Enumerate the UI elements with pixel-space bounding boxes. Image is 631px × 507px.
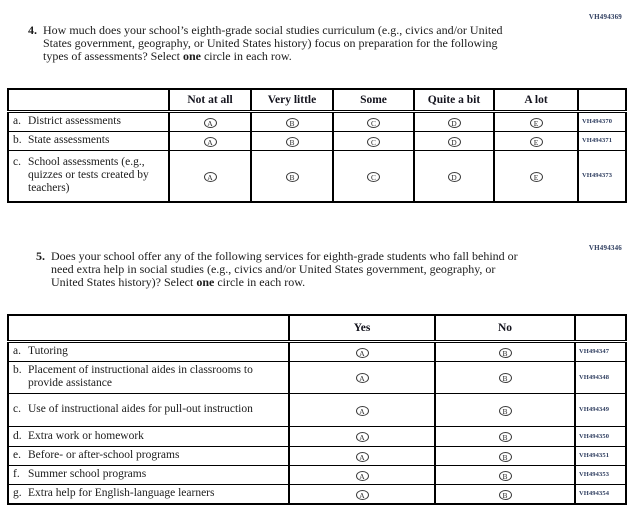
question-4-text <box>43 24 521 63</box>
row-letter: e. <box>13 449 21 461</box>
answer-cell <box>289 341 435 361</box>
answer-cell <box>414 150 494 202</box>
answer-bubble-b[interactable]: B <box>286 137 299 147</box>
row-label-text: Tutoring <box>28 345 68 357</box>
row-letter: b. <box>13 134 22 146</box>
answer-bubble-a[interactable]: A <box>204 172 217 182</box>
row-vh-code: VH494351 <box>575 446 626 465</box>
table-row <box>8 465 626 484</box>
row-label-text: Placement of instructional aides in classrooms to provide assistance <box>28 364 253 389</box>
answer-bubble-a[interactable]: A <box>356 471 369 481</box>
table-row <box>8 361 626 393</box>
answer-bubble-b[interactable]: B <box>499 373 512 383</box>
row-label-text: Before- or after-school programs <box>28 449 180 461</box>
row-label <box>8 426 289 446</box>
row-letter: a. <box>13 345 21 357</box>
column-header-no: No <box>435 315 575 341</box>
row-label <box>8 465 289 484</box>
row-vh-code: VH494353 <box>575 465 626 484</box>
answer-cell <box>494 150 578 202</box>
row-vh-code: VH494370 <box>578 111 626 131</box>
column-header-yes: Yes <box>289 315 435 341</box>
answer-bubble-e[interactable]: E <box>530 118 543 128</box>
question-5-bold-word: one <box>196 275 215 289</box>
question-5-text-end: circle in each row. <box>214 275 306 289</box>
question-5-text-main: Does your school offer any of the following services for eighth-grade students who fall behind or need extra help in social studies (e.g., civics and/or United States government, geography, or United States history)? Select <box>51 249 518 289</box>
answer-cell <box>289 484 435 504</box>
answer-bubble-b[interactable]: B <box>499 452 512 462</box>
row-letter: c. <box>13 403 21 415</box>
question-4 <box>28 24 521 63</box>
answer-bubble-d[interactable]: D <box>448 172 461 182</box>
row-label <box>8 111 169 131</box>
answer-cell <box>169 111 251 131</box>
row-letter: f. <box>13 468 20 480</box>
column-header-a-lot: A lot <box>494 89 578 111</box>
question-5-vh-code: VH494346 <box>588 244 622 252</box>
row-letter: b. <box>13 364 22 376</box>
row-label-text: Summer school programs <box>28 468 147 480</box>
answer-cell <box>251 111 333 131</box>
answer-cell <box>289 426 435 446</box>
answer-cell <box>435 465 575 484</box>
answer-cell <box>251 150 333 202</box>
row-letter: g. <box>13 487 22 499</box>
question-4-vh-code: VH494369 <box>588 13 622 21</box>
answer-bubble-b[interactable]: B <box>286 118 299 128</box>
table2-header-row <box>8 315 626 341</box>
row-vh-code: VH494354 <box>575 484 626 504</box>
answer-bubble-b[interactable]: B <box>286 172 299 182</box>
answer-bubble-a[interactable]: A <box>356 406 369 416</box>
row-label-text: District assessments <box>28 115 121 127</box>
answer-bubble-c[interactable]: C <box>367 137 380 147</box>
row-letter: d. <box>13 429 22 442</box>
table1-code-column-header <box>578 89 626 111</box>
row-vh-code: VH494348 <box>575 361 626 393</box>
table-row <box>8 150 626 202</box>
row-label-text: Use of instructional aides for pull-out instruction <box>28 403 253 415</box>
answer-bubble-c[interactable]: C <box>367 172 380 182</box>
answer-cell <box>289 393 435 426</box>
row-label <box>8 341 289 361</box>
question-5-answer-table <box>7 314 627 505</box>
answer-bubble-d[interactable]: D <box>448 137 461 147</box>
answer-bubble-a[interactable]: A <box>356 373 369 383</box>
question-4-answer-table <box>7 88 627 203</box>
question-5-number: 5. <box>36 249 45 263</box>
row-label <box>8 150 169 202</box>
table-row <box>8 341 626 361</box>
row-vh-code: VH494347 <box>575 341 626 361</box>
answer-bubble-e[interactable]: E <box>530 172 543 182</box>
row-label-text: School assessments (e.g., quizzes or tests created by teachers) <box>28 156 149 195</box>
question-5 <box>36 250 529 289</box>
question-4-text-end: circle in each row. <box>200 49 292 63</box>
answer-bubble-a[interactable]: A <box>356 452 369 462</box>
answer-cell <box>333 111 414 131</box>
answer-bubble-b[interactable]: B <box>499 348 512 358</box>
question-4-number: 4. <box>28 23 37 37</box>
answer-cell <box>414 111 494 131</box>
answer-cell <box>289 465 435 484</box>
row-vh-code: VH494371 <box>578 131 626 150</box>
answer-cell <box>435 341 575 361</box>
row-vh-code: VH494349 <box>575 393 626 426</box>
answer-bubble-a[interactable]: A <box>356 432 369 442</box>
row-label <box>8 484 289 504</box>
table-row <box>8 426 626 446</box>
table-row <box>8 484 626 504</box>
question-4-bold-word: one <box>182 49 201 63</box>
answer-bubble-a[interactable]: A <box>204 137 217 147</box>
row-label-text: State assessments <box>28 134 110 146</box>
answer-cell <box>494 131 578 150</box>
answer-cell <box>435 484 575 504</box>
answer-cell <box>333 131 414 150</box>
answer-bubble-c[interactable]: C <box>367 118 380 128</box>
question-4-text-main: How much does your school’s eighth-grade social studies curriculum (e.g., civics and/or United States government, geography, or United States history) focus on preparation for the following types of assessments? Select <box>43 23 503 63</box>
answer-cell <box>435 361 575 393</box>
table-row <box>8 446 626 465</box>
row-vh-code: VH494350 <box>575 426 626 446</box>
column-header-quite-a-bit: Quite a bit <box>414 89 494 111</box>
table2-corner-cell <box>8 315 289 341</box>
table1-corner-cell <box>8 89 169 111</box>
answer-cell <box>169 131 251 150</box>
answer-cell <box>289 361 435 393</box>
column-header-very-little: Very little <box>251 89 333 111</box>
answer-bubble-b[interactable]: B <box>499 406 512 416</box>
row-label <box>8 361 289 393</box>
table-row <box>8 111 626 131</box>
question-5-text <box>51 250 529 289</box>
row-vh-code: VH494373 <box>578 150 626 202</box>
answer-bubble-b[interactable]: B <box>499 432 512 442</box>
row-label <box>8 131 169 150</box>
answer-bubble-b[interactable]: B <box>499 471 512 481</box>
column-header-some: Some <box>333 89 414 111</box>
answer-bubble-d[interactable]: D <box>448 118 461 128</box>
answer-cell <box>251 131 333 150</box>
answer-bubble-e[interactable]: E <box>530 137 543 147</box>
row-letter: c. <box>13 156 21 169</box>
answer-cell <box>333 150 414 202</box>
answer-cell <box>289 446 435 465</box>
answer-cell <box>435 393 575 426</box>
answer-cell <box>494 111 578 131</box>
answer-bubble-b[interactable]: B <box>499 490 512 500</box>
column-header-not-at-all: Not at all <box>169 89 251 111</box>
row-label-text: Extra help for English-language learners <box>28 487 215 499</box>
table2-code-column-header <box>575 315 626 341</box>
row-label <box>8 393 289 426</box>
table1-header-row <box>8 89 626 111</box>
row-label <box>8 446 289 465</box>
answer-cell <box>414 131 494 150</box>
table-row <box>8 393 626 426</box>
answer-cell <box>435 426 575 446</box>
table-row <box>8 131 626 150</box>
row-letter: a. <box>13 115 21 127</box>
answer-bubble-a[interactable]: A <box>356 348 369 358</box>
answer-bubble-a[interactable]: A <box>356 490 369 500</box>
answer-cell <box>435 446 575 465</box>
row-label-text: Extra work or homework <box>28 429 144 442</box>
answer-cell <box>169 150 251 202</box>
answer-bubble-a[interactable]: A <box>204 118 217 128</box>
